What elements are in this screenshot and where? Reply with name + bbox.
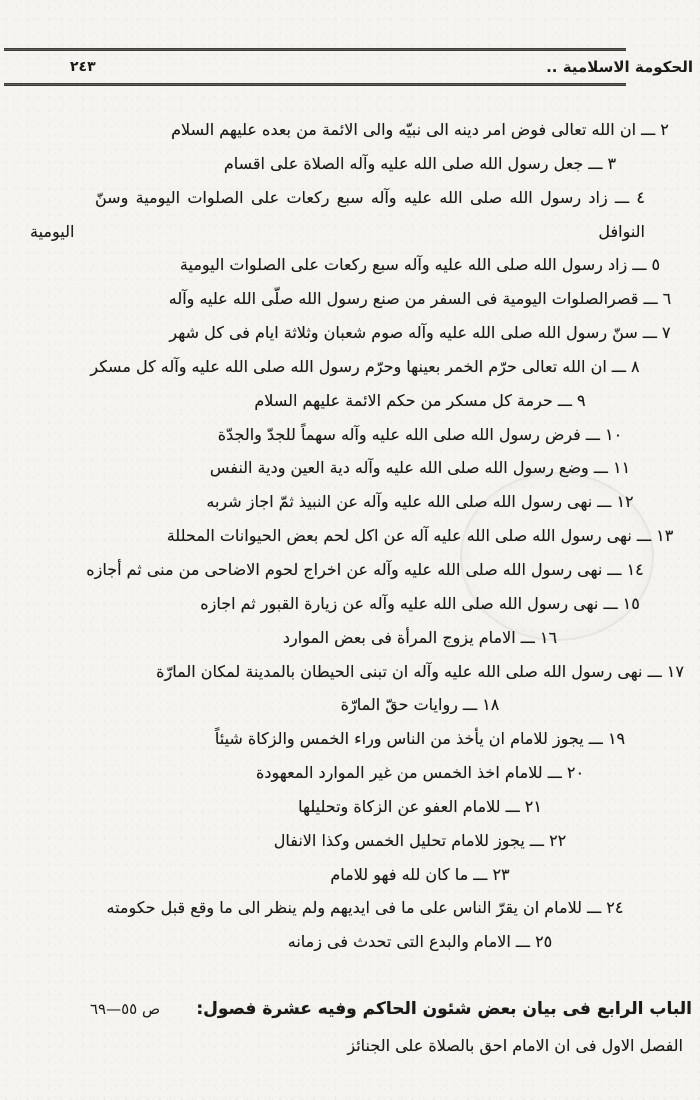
toc-line: ٤ ـــ زاد رسول الله صلى الله عليه وآله سبع ركعات على الصلوات اليومية وسنّ النوافل	[95, 187, 645, 241]
toc-line: ٢٤ ـــ للامام ان يقرّ الناس على ما فى ايديهم ولم ينظر الى ما وقع قبل حكومته	[106, 898, 624, 918]
toc-line: ١٠ ـــ فرض رسول الله صلى الله عليه وآله سهماً للجدّ والجدّة	[217, 424, 623, 444]
toc-line: ٢٢ ـــ يجوز للامام تحليل الخمس وكذا الانفال	[273, 830, 567, 850]
toc-line: ٥ ـــ زاد رسول الله صلى الله عليه وآله سبع ركعات على الصلوات اليومية	[179, 255, 661, 275]
toc-line: ٣ ـــ جعل رسول الله صلى الله عليه وآله الصلاة على اقسام	[223, 153, 617, 173]
toc-line: ١٩ ـــ يجوز للامام ان يأخذ من الناس وراء الخمس والزكاة شيئاً	[214, 729, 626, 749]
toc-line: ١٢ ـــ نهى رسول الله صلى الله عليه وآله عن النبيذ ثمّ اجاز شربه	[206, 492, 634, 512]
chapter-first-section: الفصل الاول فى ان الامام احق بالصلاة على الجنائز	[347, 1036, 683, 1055]
toc-line: ١٤ ـــ نهى رسول الله صلى الله عليه وآله عن اخراج لحوم الاضاحى من منى ثم أجازه	[86, 559, 644, 579]
running-title: الحكومة الاسلامية ..	[546, 58, 693, 76]
contents-list	[30, 113, 690, 959]
toc-line: ١٨ ـــ روايات حقّ المارّة	[340, 695, 500, 715]
toc-line: ٦ ـــ قصرالصلوات اليومية فى السفر من صنع رسول الله صلّى الله عليه وآله	[168, 289, 672, 309]
toc-line: ٨ ـــ ان الله تعالى حرّم الخمر بعينها وحرّم رسول الله صلى الله عليه وآله كل مسكر	[90, 356, 640, 376]
header-rule-bottom	[4, 83, 626, 86]
chapter-heading-row	[30, 992, 692, 1026]
header-rule-top	[4, 48, 626, 51]
toc-line: ٢١ ـــ للامام العفو عن الزكاة وتحليلها	[298, 796, 542, 816]
toc-line: ١٧ ـــ نهى رسول الله صلى الله عليه وآله ان تبنى الحيطان بالمدينة لمكان المارّة	[156, 661, 684, 681]
chapter-heading: الباب الرابع فى بيان بعض شئون الحاكم وفيه عشرة فصول:	[196, 999, 692, 1019]
toc-line: ١٦ ـــ الامام يزوج المرأة فى بعض الموارد	[282, 627, 558, 647]
toc-line: ٢ ـــ ان الله تعالى فوض امر دينه الى نبيّه والى الائمة من بعده عليهم السلام	[171, 120, 669, 139]
page-number: ٢٤٣	[70, 59, 96, 75]
chapter-page-range: ص ٥٥—٦٩	[90, 1000, 161, 1018]
toc-line: ١٥ ـــ نهى رسول الله صلى الله عليه وآله عن زيارة القبور ثم اجازه	[200, 593, 640, 613]
toc-line: ٩ ـــ حرمة كل مسكر من حكم الائمة عليهم السلام	[254, 390, 586, 410]
toc-line: ٢٣ ـــ ما كان لله فهو للامام	[330, 864, 510, 884]
toc-line: ١١ ـــ وضع رسول الله صلى الله عليه وآله دية العين ودية النفس	[209, 458, 631, 478]
toc-line: ٧ ـــ سنّ رسول الله صلى الله عليه وآله صوم شعبان وثلاثة ايام فى كل شهر	[169, 323, 671, 343]
toc-line: ١٣ ـــ نهى رسول الله صلى الله عليه آله عن اكل لحم بعض الحيوانات المحللة	[166, 526, 674, 546]
toc-line: ٢٠ ـــ للامام اخذ الخمس من غير الموارد المعهودة	[255, 763, 585, 783]
page-header	[70, 52, 693, 82]
toc-line-continuation: اليومية	[30, 221, 75, 241]
toc-line: ٢٥ ـــ الامام والبدع التى تحدث فى زمانه	[287, 932, 553, 952]
